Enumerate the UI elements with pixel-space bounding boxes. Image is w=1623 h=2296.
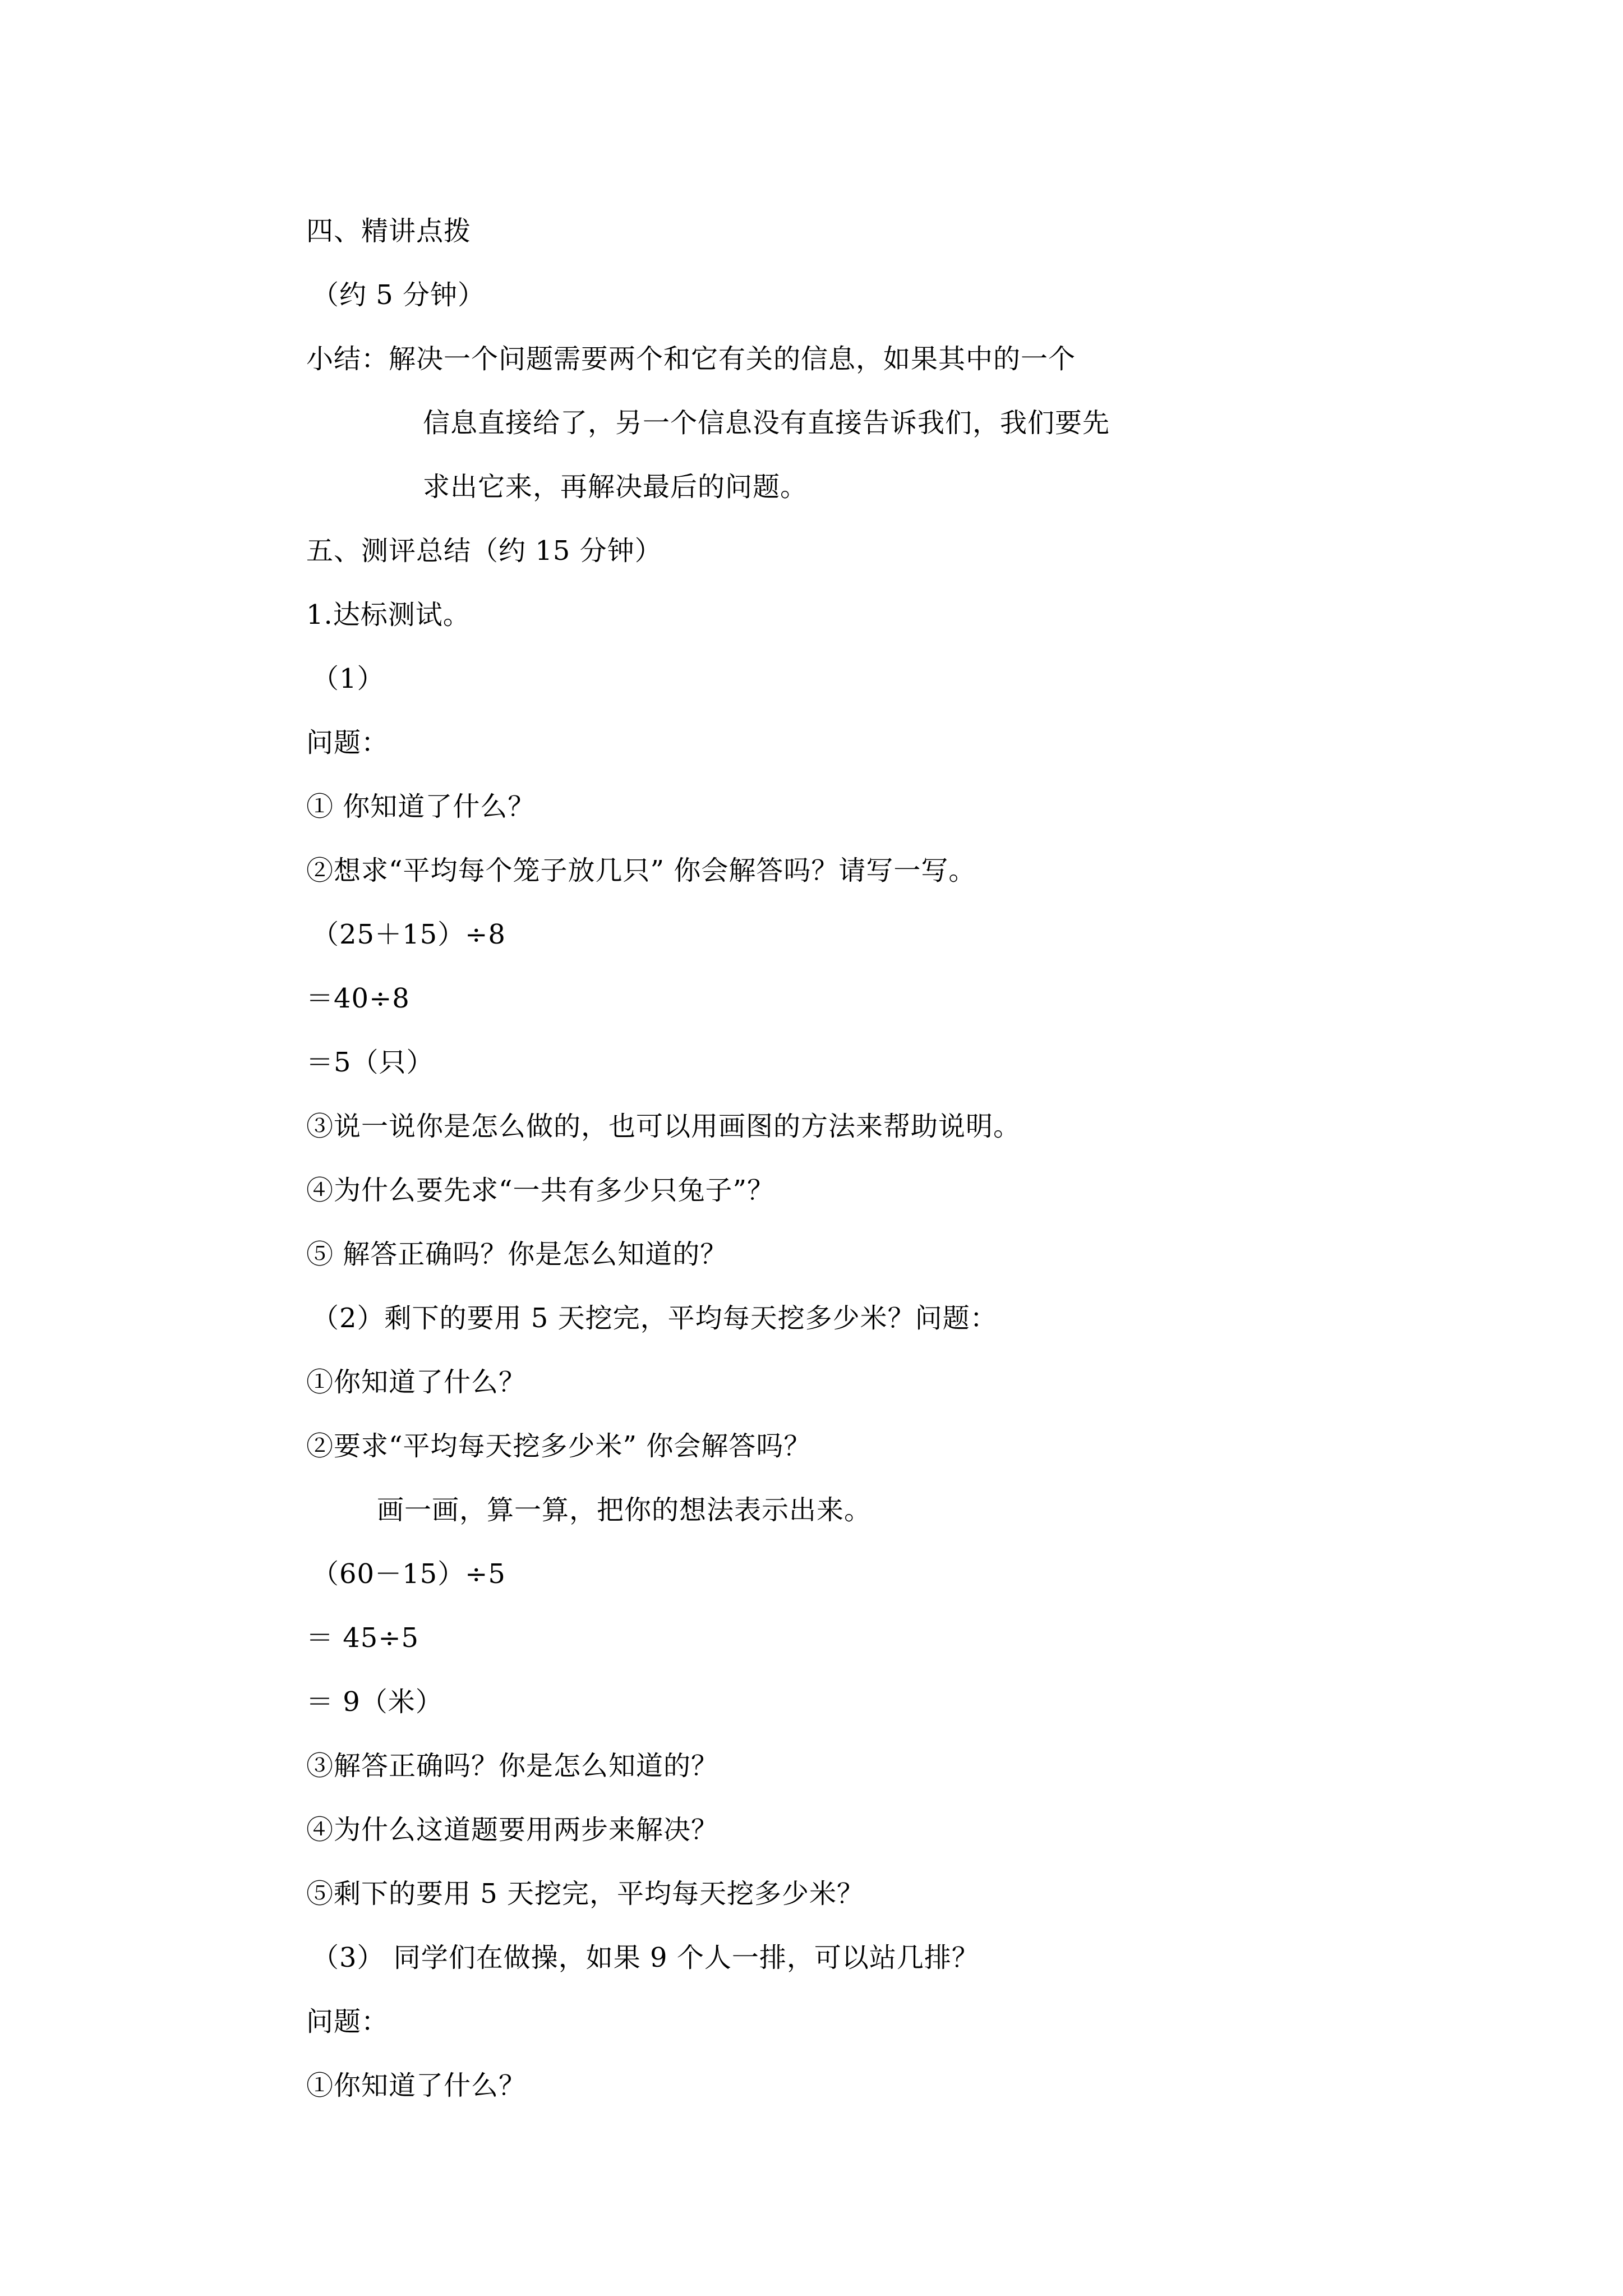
summary-line-3: 求出它来，再解决最后的问题。 [423, 471, 808, 503]
question-label: 问题： [306, 727, 389, 758]
equation-1-step-3: ＝5（只） [306, 1047, 434, 1078]
question-1-5: ⑤ 解答正确吗？你是怎么知道的？ [306, 1239, 728, 1270]
question-1-4: ④为什么要先求“一共有多少只兔子”？ [306, 1175, 775, 1206]
question-1-2: ②想求“平均每个笼子放几只” 你会解答吗？请写一写。 [306, 855, 976, 886]
question-3-1: ①你知道了什么？ [306, 2070, 527, 2101]
equation-2-step-1: （60－15）÷5 [312, 1558, 506, 1590]
question-2-4: ④为什么这道题要用两步来解决？ [306, 1814, 719, 1846]
equation-2-step-2: ＝ 45÷5 [306, 1622, 419, 1654]
summary-line-1: 小结：解决一个问题需要两个和它有关的信息，如果其中的一个 [306, 343, 1076, 375]
problem-number-1: （1） [312, 663, 385, 694]
question-2-2-instruction: 画一画，算一算，把你的想法表示出来。 [377, 1494, 872, 1526]
question-2-3: ③解答正确吗？你是怎么知道的？ [306, 1750, 719, 1782]
equation-1-step-1: （25＋15）÷8 [312, 919, 506, 950]
section-heading-5: 五、测评总结（约 15 分钟） [306, 535, 662, 567]
time-note: （约 5 分钟） [312, 279, 486, 311]
question-2-1: ①你知道了什么？ [306, 1366, 527, 1398]
equation-2-step-3: ＝ 9（米） [306, 1686, 443, 1718]
summary-line-2: 信息直接给了，另一个信息没有直接告诉我们，我们要先 [423, 407, 1110, 439]
question-1-1: ① 你知道了什么？ [306, 791, 536, 822]
question-label-3: 问题： [306, 2006, 389, 2037]
question-1-3: ③说一说你是怎么做的，也可以用画图的方法来帮助说明。 [306, 1111, 1021, 1142]
question-2-5: ⑤剩下的要用 5 天挖完，平均每天挖多少米？ [306, 1878, 865, 1910]
problem-2-statement: （2）剩下的要用 5 天挖完，平均每天挖多少米？问题： [312, 1303, 998, 1334]
test-heading: 1.达标测试。 [306, 599, 471, 631]
problem-3-statement: （3） 同学们在做操，如果 9 个人一排，可以站几排？ [312, 1942, 979, 1973]
question-2-2: ②要求“平均每天挖多少米” 你会解答吗？ [306, 1430, 811, 1462]
equation-1-step-2: ＝40÷8 [306, 983, 410, 1014]
section-heading-4: 四、精讲点拨 [306, 215, 472, 247]
